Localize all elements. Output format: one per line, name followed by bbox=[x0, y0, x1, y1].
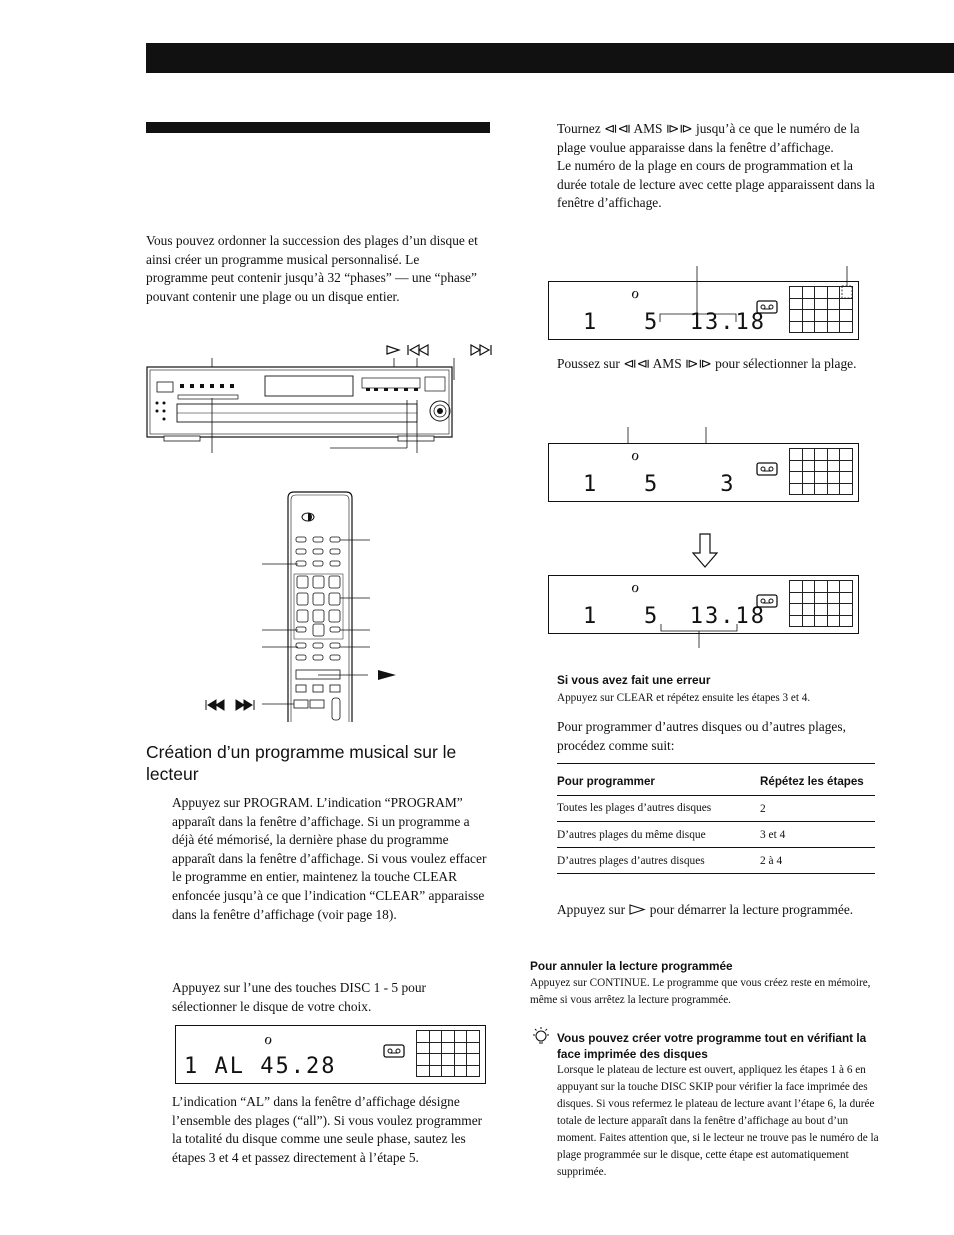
cancel-title: Pour annuler la lecture programmée bbox=[530, 959, 733, 973]
tip-lightbulb-icon bbox=[530, 1026, 552, 1048]
display-readout: 1 5 13.18 bbox=[583, 604, 766, 629]
step-2-note: L’indication “AL” dans la fenêtre d’affichage désigne l’ensemble des plages (“all”). Si vous voulez programmer la totalité du disque comme une seule phase, sautez les étapes 3 et 4 et passez directement à l’étape 5. bbox=[172, 1094, 483, 1165]
play-step-lead: Appuyez sur bbox=[557, 902, 626, 917]
prev-track-icon: ⧏⧏ bbox=[623, 356, 651, 371]
next-track-icon: ⧐⧐ bbox=[685, 356, 712, 371]
ams-label: AMS bbox=[652, 356, 682, 371]
cassette-icon bbox=[383, 1044, 405, 1058]
section-heading: Création d’un programme musical sur le lecteur bbox=[146, 742, 457, 784]
other-intro: Pour programmer d’autres disques ou d’autres plages, procédez comme suit: bbox=[557, 719, 846, 753]
down-arrow-icon bbox=[692, 533, 718, 569]
step-4-text bbox=[557, 355, 875, 374]
play-step-rest: pour démarrer la lecture programmée. bbox=[649, 902, 854, 917]
step-3-lead: Tournez bbox=[557, 121, 601, 136]
display-readout: 1 5 3 bbox=[583, 472, 736, 497]
table-cell: D’autres plages du même disque bbox=[557, 822, 760, 848]
disc-icon: ℴ bbox=[264, 1028, 273, 1048]
tip-text: Lorsque le plateau de lecture est ouvert, appliquez les étapes 1 à 6 en appuyant sur la touche DISC SKIP pour vérifier la face imprimée des disques. Si vous refermez le plateau de lecture avant l’étape 6, la durée totale de lecture apparaît dans la fenêtre d’affichage au bout d’un moment. Faites attention que, si le lecteur ne trouve pas le numéro de la plage programmée sur le disque, cette étape est automatiquement supprimée. bbox=[557, 1064, 879, 1178]
display-panel-3 bbox=[548, 443, 859, 502]
play-step-text bbox=[557, 901, 875, 920]
table-cell: 3 et 4 bbox=[760, 822, 875, 848]
prev-track-icon bbox=[408, 345, 428, 355]
table-header: Répétez les étapes bbox=[760, 764, 875, 796]
table-cell: 2 à 4 bbox=[760, 848, 875, 874]
table-cell: D’autres plages d’autres disques bbox=[557, 848, 760, 874]
next-track-icon: ⧐⧐ bbox=[665, 121, 693, 136]
table-cell: 2 bbox=[760, 796, 875, 822]
section-title-bar bbox=[146, 122, 490, 133]
track-grid bbox=[416, 1030, 480, 1077]
display-readout: 1 5 13.18 bbox=[583, 310, 766, 335]
table-row bbox=[557, 822, 875, 848]
track-grid bbox=[789, 448, 853, 495]
play-icon bbox=[378, 670, 396, 680]
tip-title: Vous pouvez créer votre programme tout en vérifiant la face imprimée des disques bbox=[557, 1031, 867, 1061]
prev-next-icon bbox=[206, 700, 254, 710]
prev-track-icon: ⧏⧏ bbox=[604, 121, 631, 136]
step-1-text: Appuyez sur PROGRAM. L’indication “PROGRAM” apparaît dans la fenêtre d’affichage. Si un programme a déjà été mémorisé, la dernière phase du programme apparaît dans la fenêtre d’affichage. Si vous voulez effacer le programme en entier, maintenez la touche CLEAR enfoncée jusqu’à ce que l’indication “CLEAR” apparaisse dans la fenêtre d’affichage (voir page 18). bbox=[172, 795, 487, 922]
error-text: Appuyez sur CLEAR et répétez ensuite les étapes 3 et 4. bbox=[557, 692, 811, 704]
error-title: Si vous avez fait une erreur bbox=[557, 673, 711, 687]
step-3-text bbox=[557, 120, 875, 213]
play-icon bbox=[628, 904, 646, 915]
step-4-lead: Poussez sur bbox=[557, 356, 620, 371]
remote-control-illustration bbox=[200, 490, 400, 725]
table-row bbox=[557, 848, 875, 874]
table-header: Pour programmer bbox=[557, 764, 760, 796]
step-3-detail: Le numéro de la plage en cours de programmation et la durée totale de lecture avec cette plage apparaissent dans la fenêtre d’affichage. bbox=[557, 158, 875, 211]
cancel-text: Appuyez sur CONTINUE. Le programme que vous créez reste en mémoire, même si vous arrêtez la lecture programmée. bbox=[530, 977, 871, 1006]
track-grid bbox=[789, 580, 853, 627]
table-cell: Toutes les plages d’autres disques bbox=[557, 796, 760, 822]
step-4-rest: pour sélectionner la plage. bbox=[715, 356, 857, 371]
disc-icon: ℴ bbox=[631, 282, 640, 302]
display-4-callouts bbox=[655, 622, 745, 650]
display-2-callouts bbox=[548, 262, 860, 342]
page-header-bar bbox=[146, 43, 954, 73]
ams-label: AMS bbox=[633, 121, 663, 136]
play-icon bbox=[387, 346, 399, 354]
step-3-rest: jusqu’à ce que le numéro de la plage voulue apparaisse dans la fenêtre d’affichage. bbox=[557, 121, 860, 155]
program-table bbox=[557, 763, 875, 874]
next-track-icon bbox=[471, 345, 491, 355]
cd-player-illustration bbox=[140, 340, 500, 455]
table-row bbox=[557, 796, 875, 822]
display-panel-1 bbox=[175, 1025, 486, 1084]
cassette-icon bbox=[756, 594, 778, 608]
step-2-text: Appuyez sur l’une des touches DISC 1 - 5 pour sélectionner le disque de votre choix. bbox=[172, 980, 427, 1014]
disc-icon: ℴ bbox=[631, 576, 640, 596]
intro-paragraph: Vous pouvez ordonner la succession des plages d’un disque et ainsi créer un programme musical personnalisé. Le programme peut contenir jusqu’à 32 “phases” — une “phase” pouvant contenir une plage ou un disque entier. bbox=[146, 233, 478, 304]
disc-icon: ℴ bbox=[631, 444, 640, 464]
cassette-icon bbox=[756, 462, 778, 476]
display-readout: 1 AL 45.28 bbox=[184, 1054, 337, 1079]
